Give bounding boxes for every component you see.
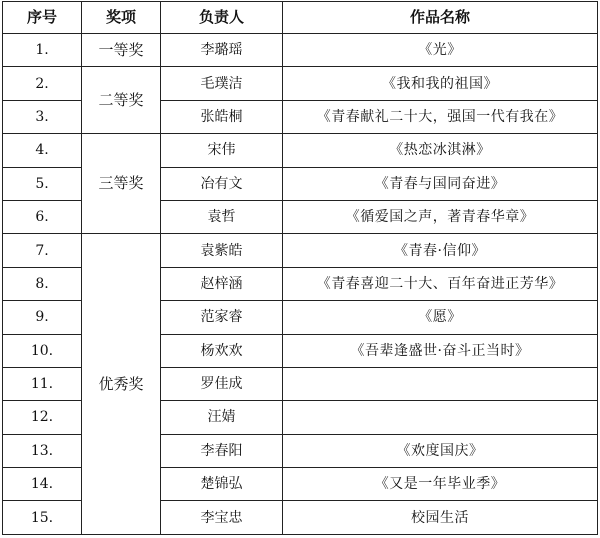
row-person: 袁哲 (161, 200, 283, 233)
row-person: 范家睿 (161, 301, 283, 334)
row-work-title: 《青春献礼二十大，强国一代有我在》 (283, 100, 598, 133)
row-number: 14. (3, 468, 82, 501)
row-number: 6. (3, 200, 82, 233)
row-number: 15. (3, 501, 82, 534)
row-person: 袁紫皓 (161, 234, 283, 267)
row-person: 毛璞洁 (161, 67, 283, 100)
header-person: 负责人 (161, 2, 283, 34)
row-number: 7. (3, 234, 82, 267)
row-person: 宋伟 (161, 134, 283, 167)
award-third: 三等奖 (82, 134, 161, 234)
award-second: 二等奖 (82, 67, 161, 134)
table-row (3, 67, 598, 100)
row-person: 赵梓涵 (161, 267, 283, 300)
award-table (2, 1, 598, 535)
row-work-title: 《吾辈逢盛世·奋斗正当时》 (283, 334, 598, 367)
row-number: 13. (3, 434, 82, 467)
row-number: 8. (3, 267, 82, 300)
table-row (3, 134, 598, 167)
row-person: 杨欢欢 (161, 334, 283, 367)
row-work-title: 《热恋冰淇淋》 (283, 134, 598, 167)
row-number: 11. (3, 367, 82, 400)
row-work-title: 《愿》 (283, 301, 598, 334)
row-number: 12. (3, 401, 82, 434)
award-first: 一等奖 (82, 34, 161, 67)
row-number: 3. (3, 100, 82, 133)
row-number: 1. (3, 34, 82, 67)
table-header-row (3, 2, 598, 34)
row-person: 汪婧 (161, 401, 283, 434)
row-work-title (283, 367, 598, 400)
row-work-title: 《青春喜迎二十大、百年奋进正芳华》 (283, 267, 598, 300)
header-work-title: 作品名称 (283, 2, 598, 34)
row-number: 2. (3, 67, 82, 100)
row-person: 李春阳 (161, 434, 283, 467)
row-work-title (283, 401, 598, 434)
header-number: 序号 (3, 2, 82, 34)
row-work-title: 《青春与国同奋进》 (283, 167, 598, 200)
row-number: 9. (3, 301, 82, 334)
row-work-title: 《循爱国之声，著青春华章》 (283, 200, 598, 233)
header-award: 奖项 (82, 2, 161, 34)
row-work-title: 《光》 (283, 34, 598, 67)
row-number: 5. (3, 167, 82, 200)
row-work-title: 《欢度国庆》 (283, 434, 598, 467)
row-person: 张皓桐 (161, 100, 283, 133)
row-person: 罗佳成 (161, 367, 283, 400)
row-work-title: 《青春·信仰》 (283, 234, 598, 267)
table-row (3, 34, 598, 67)
row-work-title: 校园生活 (283, 501, 598, 534)
row-person: 冶有文 (161, 167, 283, 200)
row-number: 4. (3, 134, 82, 167)
row-number: 10. (3, 334, 82, 367)
row-person: 李璐瑶 (161, 34, 283, 67)
table-row (3, 234, 598, 267)
row-work-title: 《又是一年毕业季》 (283, 468, 598, 501)
award-excellent: 优秀奖 (82, 234, 161, 535)
row-person: 李宝忠 (161, 501, 283, 534)
row-person: 楚锦弘 (161, 468, 283, 501)
row-work-title: 《我和我的祖国》 (283, 67, 598, 100)
